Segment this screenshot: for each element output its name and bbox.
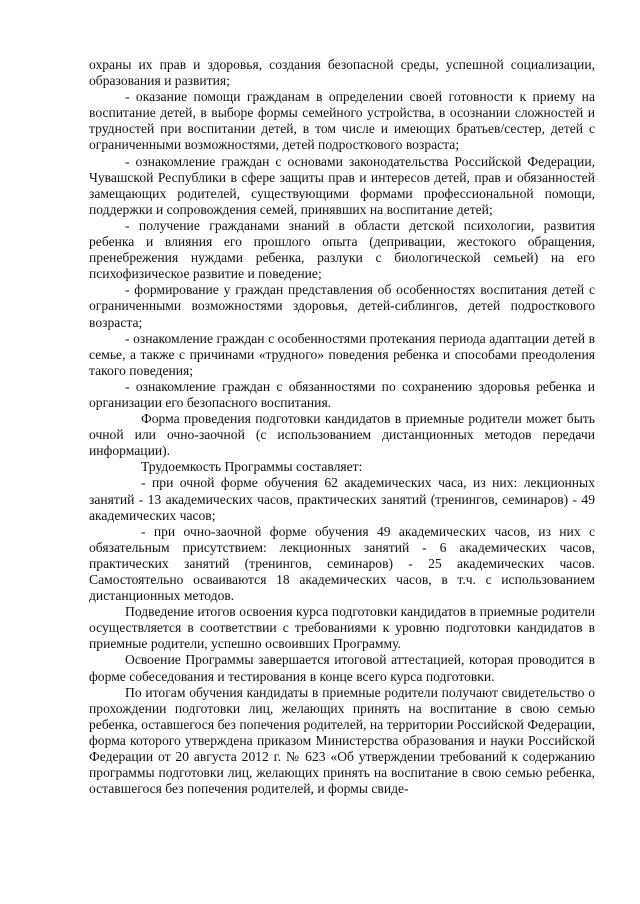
paragraph-adaptation-period: - ознакомление граждан с особенностями протекания периода адаптации детей в семье, а также с причинами «трудного» поведения ребенка и способами преодоления такого поведения;	[89, 330, 595, 378]
document-body	[89, 57, 595, 797]
paragraph-legislation-familiarization: - ознакомление граждан с основами законодательства Российской Федерации, Чувашской Республики в сфере защиты прав и интересов детей, прав и обязанностей замещающих родителей, существующими формами профессиональной помощи, поддержки и сопровождения семей, принявших на воспитание детей;	[89, 153, 595, 217]
paragraph-health-duties: - ознакомление граждан с обязанностями по сохранению здоровья ребенка и организации его безопасного воспитания.	[89, 378, 595, 410]
paragraph-upbringing-features: - формирование у граждан представления об особенностях воспитания детей с ограниченными возможностями здоровья, детей-сиблингов, детей подросткового возраста;	[89, 282, 595, 330]
paragraph-full-time-hours: - при очной форме обучения 62 академических часа, из них: лекционных занятий - 13 академических часов, практических занятий (тренингов, семинаров) - 49 академических часов;	[89, 475, 595, 523]
paragraph-readiness-assistance: - оказание помощи гражданам в определении своей готовности к приему на воспитание детей, в выборе формы семейного устройства, в осознании сложностей и трудностей при воспитании детей, в том числе и имеющих братьев/сестер, детей с ограниченными возможностями, детей подросткового возраста;	[89, 89, 595, 153]
paragraph-certificate: По итогам обучения кандидаты в приемные родители получают свидетельство о прохождении подготовки лиц, желающих принять на воспитание в свою семью ребенка, оставшегося без попечения родителей, на территории Российской Федерации, форма которого утверждена приказом Министерства образования и науки Российской Федерации от 20 августа 2012 г. № 623 «Об утверждении требований к содержанию программы подготовки лиц, желающих принять на воспитание в свою семью ребенка, оставшегося без попечения родителей, и формы свиде-	[89, 684, 595, 797]
paragraph-results-summary: Подведение итогов освоения курса подготовки кандидатов в приемные родители осуществляется в соответствии с требованиями к уровню подготовки кандидатов в приемные родители, успешно освоивших Программу.	[89, 604, 595, 652]
paragraph-training-form: Форма проведения подготовки кандидатов в приемные родители может быть очной или очно-заочной (с использованием дистанционных методов передачи информации).	[89, 411, 595, 459]
paragraph-psychology-knowledge: - получение гражданами знаний в области детской психологии, развития ребенка и влияния его прошлого опыта (депривации, жестокого обращения, пренебрежения нуждами ребенка, разлуки с биологической семьей) на его психофизическое развитие и поведение;	[89, 217, 595, 282]
paragraph-rights-continuation: охраны их прав и здоровья, создания безопасной среды, успешной социализации, образования и развития;	[89, 57, 595, 89]
paragraph-final-attestation: Освоение Программы завершается итоговой аттестацией, которая проводится в форме собеседования и тестирования в конце всего курса подготовки.	[89, 652, 595, 684]
paragraph-workload-heading: Трудоемкость Программы составляет:	[141, 459, 363, 475]
paragraph-part-time-hours: - при очно-заочной форме обучения 49 академических часов, из них с обязательным присутствием: лекционных занятий - 6 академических часов, практических занятий (тренингов, семинаров) - 25 академических часов. Самостоятельно осваиваются 18 академических часов, в т.ч. с использованием дистанционных методов.	[89, 523, 595, 604]
